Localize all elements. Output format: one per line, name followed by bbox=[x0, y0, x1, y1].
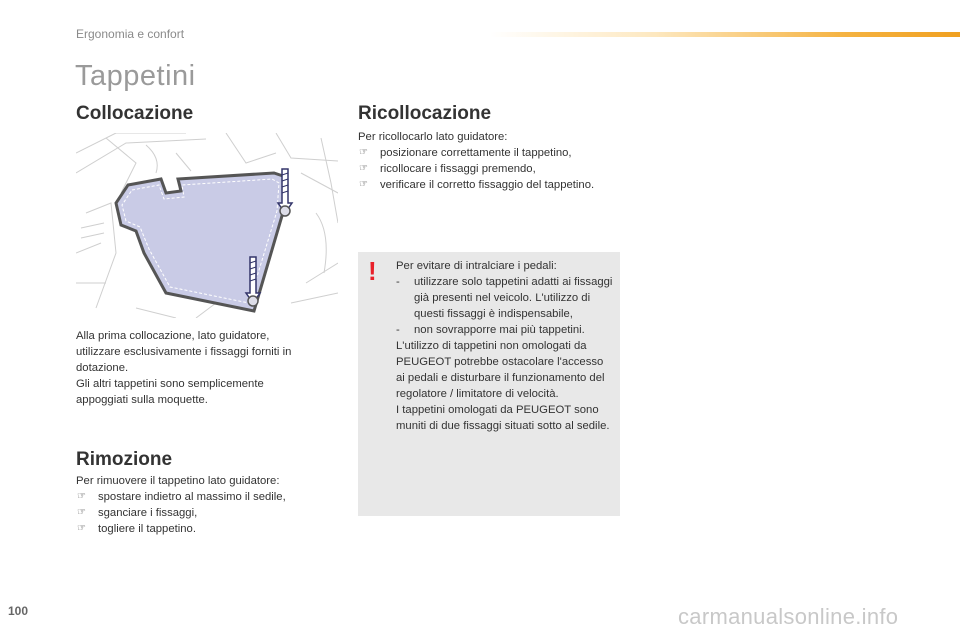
collocazione-heading: Collocazione bbox=[76, 103, 194, 124]
header-accent-line bbox=[490, 32, 960, 37]
ricollocazione-intro: Per ricollocarlo lato guidatore: bbox=[358, 131, 508, 143]
rimozione-text bbox=[76, 473, 338, 537]
collocazione-text bbox=[76, 328, 338, 408]
section-label: Ergonomia e confort bbox=[76, 27, 185, 41]
floor-mat-illustration bbox=[76, 133, 338, 318]
warning-paragraph: L'utilizzo di tappetini non omologati da PEUGEOT potrebbe ostacolare l'accesso ai pedali e disturbare il funzionamento del regolatore / limitatore di velocità. bbox=[396, 340, 605, 400]
rimozione-intro: Per rimuovere il tappetino lato guidatore: bbox=[76, 475, 280, 487]
text-line: utilizzare esclusivamente i fissaggi forniti in bbox=[76, 346, 292, 358]
warning-intro: Per evitare di intralciare i pedali: bbox=[396, 260, 557, 272]
list-item: ☞ verificare il corretto fissaggio del tappetino. bbox=[358, 177, 638, 193]
warning-box bbox=[358, 252, 620, 516]
ricollocazione-steps bbox=[358, 145, 638, 193]
list-item: ☞ posizionare correttamente il tappetino, bbox=[358, 145, 638, 161]
text-line: dotazione. bbox=[76, 362, 129, 374]
text-line: Alla prima collocazione, lato guidatore, bbox=[76, 330, 270, 342]
page-number: 100 bbox=[8, 604, 29, 618]
warning-paragraph: I tappetini omologati da PEUGEOT sono muniti di due fissaggi situati sotto al sedile. bbox=[396, 404, 610, 432]
ricollocazione-text bbox=[358, 129, 638, 193]
list-item: - non sovrapporre mai più tappetini. bbox=[396, 322, 614, 338]
ricollocazione-heading: Ricollocazione bbox=[358, 103, 492, 124]
warning-text bbox=[396, 258, 614, 434]
rimozione-steps bbox=[76, 489, 338, 537]
exclamation-icon: ! bbox=[368, 256, 377, 286]
page-title: Tappetini bbox=[75, 60, 196, 92]
list-item: - utilizzare solo tappetini adatti ai fissaggi già presenti nel veicolo. L'utilizzo di questi fissaggi è indispensabile, bbox=[396, 274, 614, 322]
list-item: ☞ ricollocare i fissaggi premendo, bbox=[358, 161, 638, 177]
watermark: carmanualsonline.info bbox=[678, 604, 899, 629]
list-item: ☞ spostare indietro al massimo il sedile, bbox=[76, 489, 338, 505]
text-line: Gli altri tappetini sono semplicemente bbox=[76, 378, 264, 390]
list-item: ☞ togliere il tappetino. bbox=[76, 521, 338, 537]
text-line: appoggiati sulla moquette. bbox=[76, 394, 208, 406]
warning-items bbox=[396, 274, 614, 338]
rimozione-heading: Rimozione bbox=[76, 449, 173, 470]
list-item: ☞ sganciare i fissaggi, bbox=[76, 505, 338, 521]
